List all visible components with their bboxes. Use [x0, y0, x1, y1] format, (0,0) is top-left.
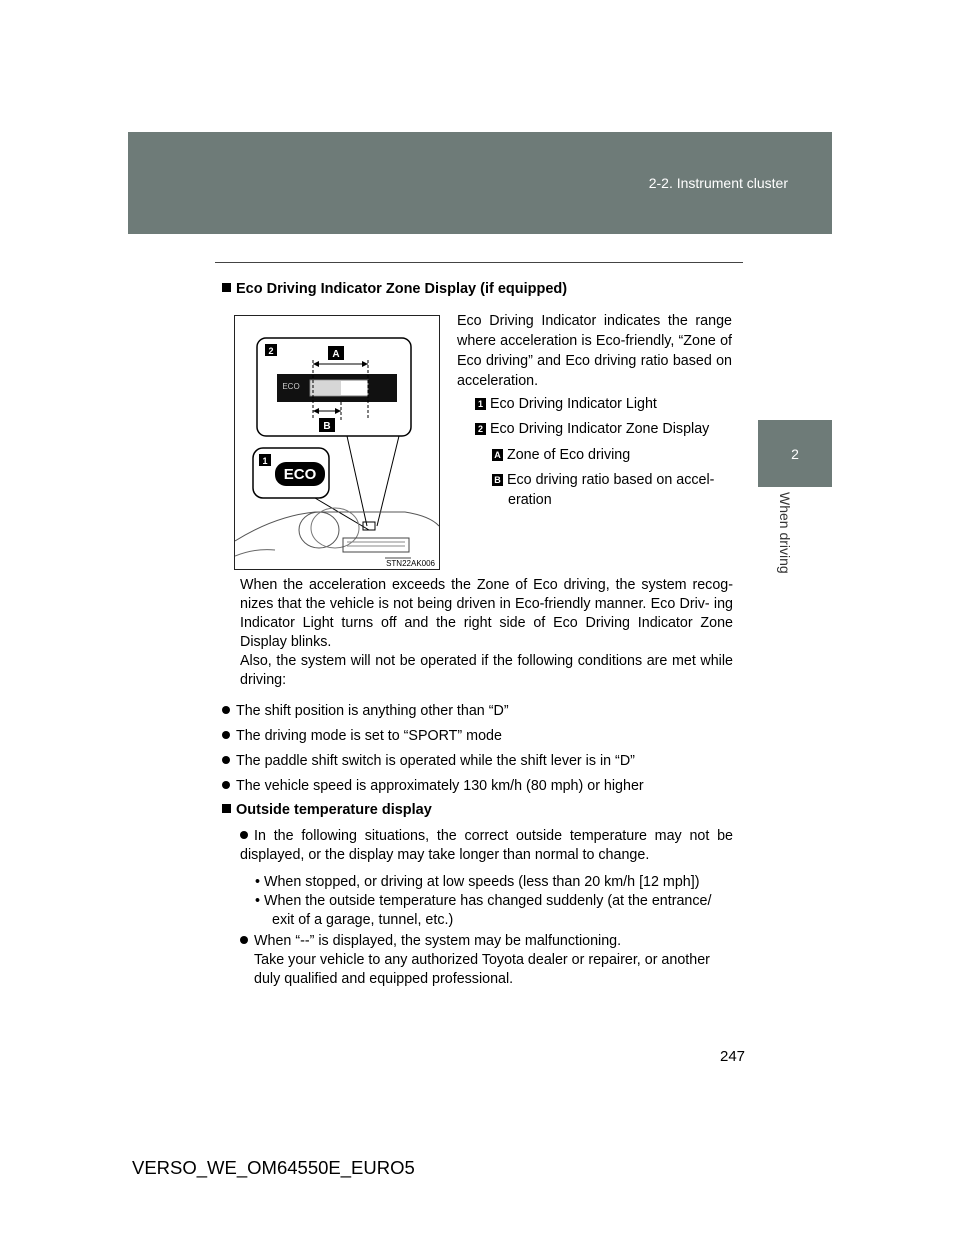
- bullet-dot-icon: [222, 731, 230, 739]
- body-paragraph-2: Also, the system will not be operated if the following conditions are met while driving:: [240, 653, 733, 688]
- legend-badge: 2: [475, 423, 486, 435]
- intro-paragraph: Eco Driving Indicator indicates the range where acceleration is Eco-friendly, “Zone of Eco driving” and Eco driving ratio based on acceleration.: [457, 313, 732, 389]
- callout-b: B: [323, 421, 331, 432]
- legend-text: Eco Driving Indicator Zone Display: [490, 421, 710, 437]
- eco-indicator-illustration: [234, 315, 440, 570]
- chapter-tab-number[interactable]: 2: [758, 420, 832, 487]
- legend-text: Eco driving ratio based on accel-: [507, 472, 715, 488]
- condition-text: The shift position is anything other than “D”: [236, 703, 509, 719]
- body-paragraph-1: When the acceleration exceeds the Zone of Eco driving, the system recog- nizes that the vehicle is not being driven in Eco-friendly manner. Eco Driv- ing Indicator Light turns off and the right side of Eco Driving Indicator Zone Display blinks.: [240, 577, 733, 650]
- legend-badge: A: [492, 449, 503, 461]
- legend-text: Eco Driving Indicator Light: [490, 396, 657, 412]
- legend-badge: 1: [475, 398, 486, 410]
- bullet-dot-icon: [240, 936, 248, 944]
- document-code: VERSO_WE_OM64550E_EURO5: [132, 1157, 415, 1178]
- eco-light-text: ECO: [283, 466, 317, 483]
- heading-text: Eco Driving Indicator Zone Display (if equipped): [236, 281, 568, 297]
- legend-item-1: [475, 394, 657, 414]
- callout-a: A: [332, 349, 340, 360]
- bullet-dot-icon: [222, 781, 230, 789]
- callout-2: 2: [268, 346, 274, 356]
- square-bullet-icon: [222, 283, 231, 292]
- section-divider: [215, 262, 743, 263]
- section-title: 2-2. Instrument cluster: [648, 175, 788, 191]
- condition-text: The paddle shift switch is operated while the shift lever is in “D”: [236, 753, 635, 769]
- outside-temp-bullet-2: [240, 932, 733, 951]
- outside-temp-heading: [222, 802, 432, 818]
- bullet-dot-icon: [222, 756, 230, 764]
- sub-item-2: • When the outside temperature has changed suddenly (at the entrance/: [255, 893, 712, 909]
- legend-text: Zone of Eco driving: [507, 447, 631, 463]
- header-band: [128, 132, 832, 234]
- condition-item: [222, 777, 644, 796]
- square-bullet-icon: [222, 804, 231, 813]
- legend-text-continued: eration: [508, 492, 552, 508]
- condition-item: [222, 752, 635, 771]
- bullet-dot-icon: [240, 831, 248, 839]
- condition-item: [222, 702, 509, 721]
- outside-temp-bullet-1: [240, 827, 733, 865]
- chapter-tab-label: When driving: [777, 492, 793, 574]
- condition-item: [222, 727, 502, 746]
- heading-text: Outside temperature display: [236, 802, 432, 818]
- bullet-text: In the following situations, the correct outside temperature may not be displayed, or the display may take longer than normal to change.: [240, 828, 733, 863]
- sub-item-2-continued: exit of a garage, tunnel, etc.): [272, 912, 454, 928]
- figure-code: STN22AK006: [386, 559, 435, 568]
- sub-item-1: • When stopped, or driving at low speeds (less than 20 km/h [12 mph]): [255, 874, 700, 890]
- body-text: [240, 576, 733, 690]
- page-number: 247: [720, 1048, 746, 1065]
- legend-badge: B: [492, 474, 503, 486]
- illustration-svg: [235, 316, 439, 569]
- callout-1: 1: [262, 456, 268, 466]
- display-eco-text: ECO: [282, 382, 300, 391]
- section-heading: [222, 281, 567, 297]
- legend-item-b: [492, 470, 732, 510]
- legend-item-2: [475, 419, 709, 439]
- outside-temp-bullet-2-continued: Take your vehicle to any authorized Toyota dealer or repairer, or another duly qualified and equipped professional.: [254, 952, 710, 987]
- condition-text: The driving mode is set to “SPORT” mode: [236, 728, 502, 744]
- condition-text: The vehicle speed is approximately 130 km/h (80 mph) or higher: [236, 778, 644, 794]
- bullet-dot-icon: [222, 706, 230, 714]
- bullet-text: When “--” is displayed, the system may be malfunctioning.: [254, 933, 622, 949]
- legend-item-a: [492, 445, 630, 465]
